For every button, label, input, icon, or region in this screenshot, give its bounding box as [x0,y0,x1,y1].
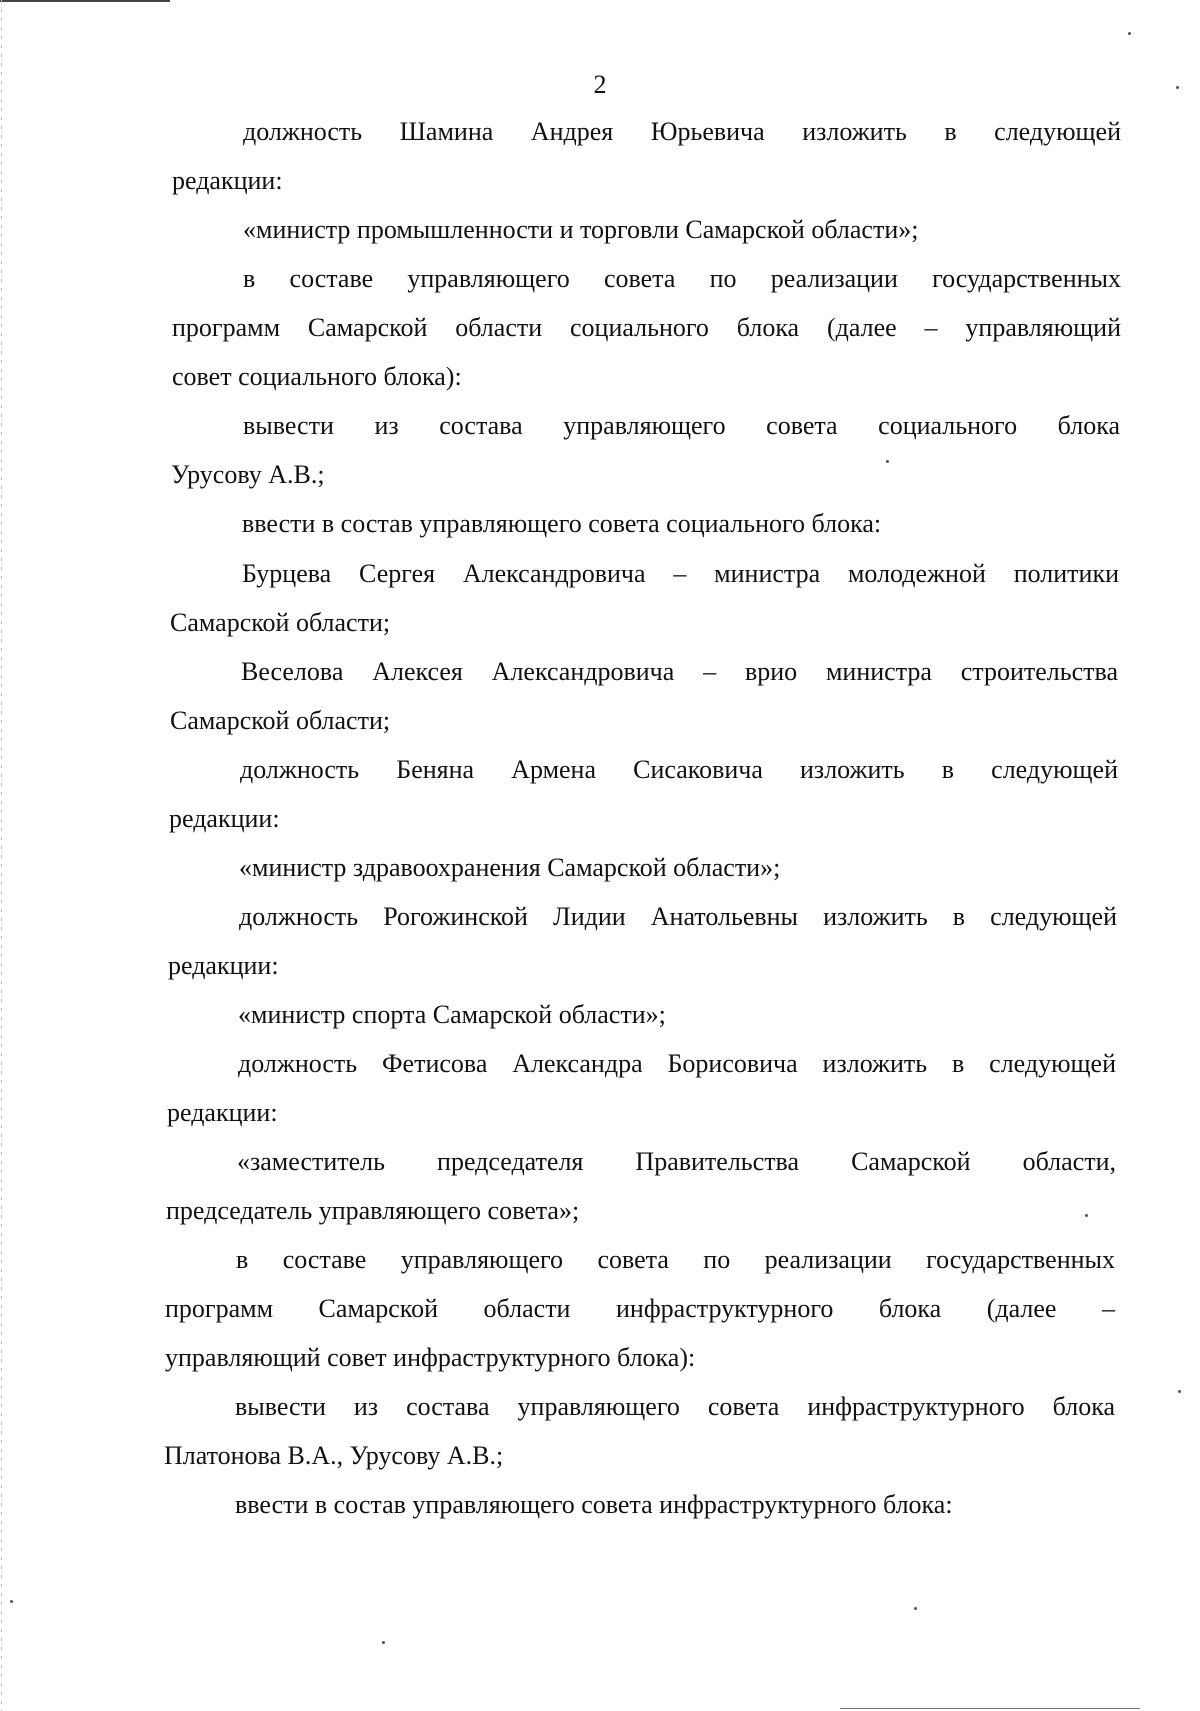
text-line-29: ввести в состав управляющего совета инфраструктурного блока: [235,1490,953,1519]
text-line-22: «заместитель председателя Правительства Самарской области, [237,1147,1116,1176]
text-line-14: должность Беняна Армена Сисаковича изложить в следующей [240,755,1118,784]
text-line-25: программ Самарской области инфраструктурного блока (далее – [165,1294,1115,1323]
text-line-19: «министр спорта Самарской области»; [238,1000,666,1029]
text-line-12: Веселова Алексея Александровича – врио министра строительства [241,657,1118,686]
scan-speck [1085,1214,1088,1217]
page-number: 2 [593,70,607,99]
text-line-21: редакции: [167,1098,278,1127]
text-line-26: управляющий совет инфраструктурного блока): [165,1343,696,1372]
text-line-24: в составе управляющего совета по реализации государственных [236,1245,1115,1274]
text-line-11: Самарской области; [170,608,391,637]
scan-speck [1128,32,1131,35]
text-line-15: редакции: [169,804,280,833]
text-line-28: Платонова В.А., Урусову А.В.; [164,1441,504,1470]
scan-speck [1178,1390,1181,1393]
scan-speck [914,1607,917,1610]
text-line-4: в составе управляющего совета по реализации государственных [243,264,1121,293]
text-line-6: совет социального блока): [172,362,462,391]
text-line-3: «министр промышленности и торговли Самарской области»; [243,215,919,244]
text-line-27: вывести из состава управляющего совета инфраструктурного блока [235,1392,1115,1421]
text-line-20: должность Фетисова Александра Борисовича изложить в следующей [238,1049,1116,1078]
text-line-7: вывести из состава управляющего совета социального блока [243,411,1120,440]
scan-speck [1176,86,1179,89]
text-line-5: программ Самарской области социального блока (далее – управляющий [172,313,1121,342]
scan-speck [10,1600,13,1603]
scan-speck [886,460,889,463]
text-line-17: должность Рогожинской Лидии Анатольевны изложить в следующей [239,902,1117,931]
text-line-18: редакции: [168,951,279,980]
text-line-16: «министр здравоохранения Самарской области»; [239,853,781,882]
text-line-9: ввести в состав управляющего совета социального блока: [242,509,882,538]
bottom-edge-line [840,1708,1140,1709]
scan-speck [382,1641,385,1644]
text-line-8: Урусову А.В.; [171,460,325,489]
text-line-13: Самарской области; [170,706,391,735]
text-line-2: редакции: [172,166,283,195]
scan-left-edge [1,0,2,1711]
text-line-1: должность Шамина Андрея Юрьевича изложить в следующей [243,117,1121,146]
top-edge-line [0,0,170,2]
text-line-10: Бурцева Сергея Александровича – министра молодежной политики [242,559,1119,588]
text-line-23: председатель управляющего совета»; [166,1196,580,1225]
